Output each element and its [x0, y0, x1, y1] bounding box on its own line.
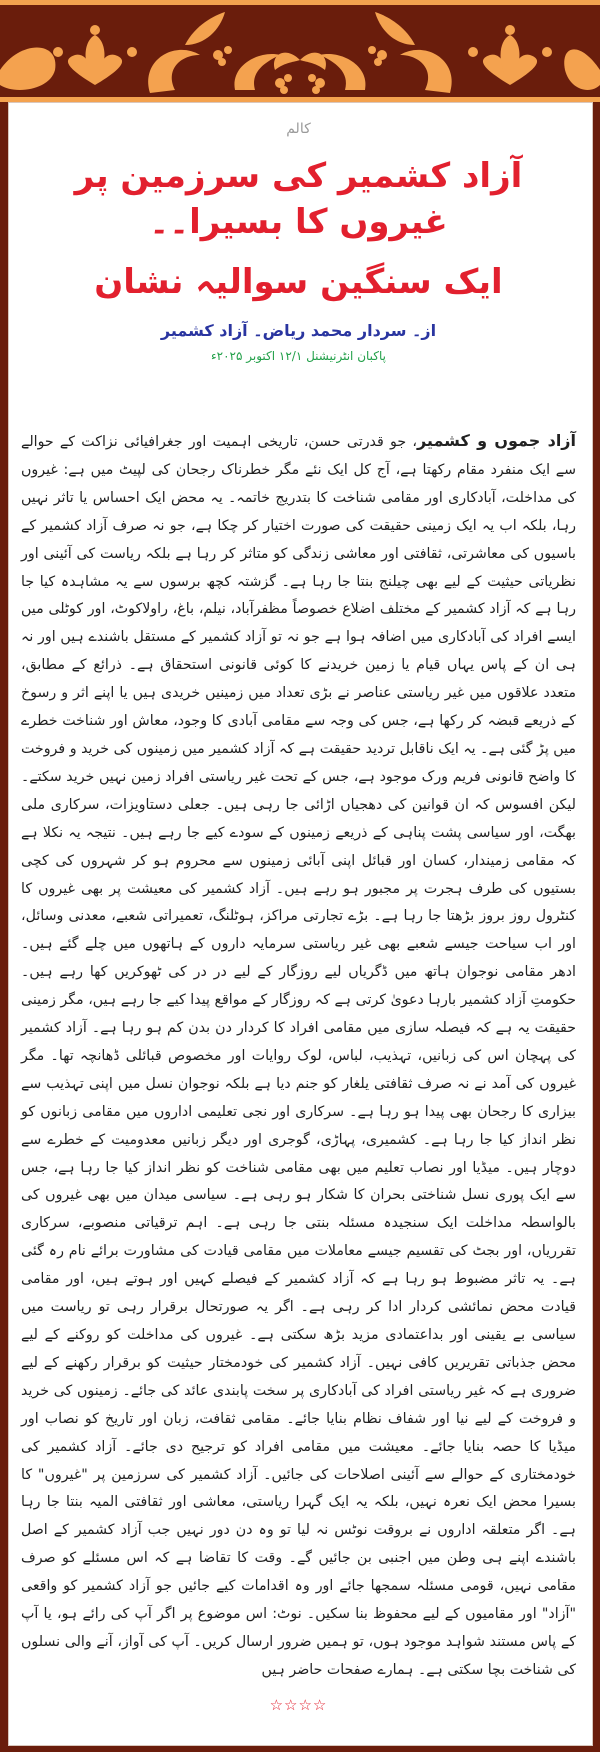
article-title: آزاد کشمیر کی سرزمین پر غیروں کا بسیرا۔۔	[74, 156, 523, 242]
end-stars-icon: ☆☆☆☆	[269, 1695, 328, 1714]
author-byline: از۔ سردار محمد ریاض۔ آزاد کشمیر	[160, 321, 437, 340]
body-paragraph: ، جو قدرتی حسن، تاریخی اہمیت اور جغرافیائی نزاکت کے حوالے سے ایک منفرد مقام رکھتا ہے، آج کل ایک نئے مگر خطرناک رجحان کی لپیٹ میں ہے: غیروں کی مداخلت، آبادکاری اور مقامی شناخت کا بتدریج خاتمہ۔ یہ محض ایک احساس یا تاثر نہیں رہا، بلکہ اب یہ ایک زمینی حقیقت کی صورت اختیار کر چکا ہے، جو نہ صرف آزاد کشمیر کے باسیوں کی معاشرتی، ثقافتی اور معاشی زندگی کو متاثر کر رہا ہے بلکہ ریاست کی آئینی اور نظریاتی حیثیت کے لیے بھی چیلنج بنتا جا رہا ہے۔ گزشتہ کچھ برسوں سے یہ مشاہدہ کیا جا رہا ہے کہ آزاد کشمیر کے مختلف اضلاع خصوصاً مظفرآباد، نیلم، باغ، راولاکوٹ، اور کوٹلی میں ایسے افراد کی آبادکاری میں اضافہ ہوا ہے جو نہ تو آزاد کشمیر کے مستقل باشندے ہیں اور نہ ہی ان کے پاس یہاں قیام یا زمین خریدنے کا کوئی قانونی استحقاق ہے۔ ذرائع کے مطابق، متعدد علاقوں میں غیر ریاستی عناصر نے بڑی تعداد میں زمینیں خریدی ہیں یا اپنے اثر و رسوخ کے ذریعے قبضہ کر رکھا ہے، جس کی وجہ سے مقامی آبادی کا وجود، معاش اور شناخت خطرے میں پڑ گئی ہے۔ یہ ایک ناقابل تردید حقیقت ہے کہ آزاد کشمیر میں زمینوں کی خرید و فروخت کا واضح قانونی فریم ورک موجود ہے، جس کے تحت غیر ریاستی افراد زمین نہیں خرید سکتے۔ لیکن افسوس کہ ان قوانین کی دھجیاں اڑائی جا رہی ہیں۔ جعلی دستاویزات، سرکاری ملی بھگت، اور سیاسی پشت پناہی کے ذریعے زمینوں کے سودے کیے جا رہے ہیں۔ نتیجہ یہ نکلا ہے کہ مقامی زمیندار، کسان اور قبائل اپنی آبائی زمینوں سے محروم ہو کر شہروں کی کچی بستیوں کی طرف ہجرت پر مجبور ہو رہے ہیں۔ آزاد کشمیر کی معیشت پر بھی غیروں کا کنٹرول روز بروز بڑھتا جا رہا ہے۔ بڑے تجارتی مراکز، ہوٹلنگ، تعمیراتی شعبے، معدنی وسائل، اور اب سیاحت جیسے شعبے بھی غیر ریاستی سرمایہ داروں کے ہاتھوں میں چلے گئے ہیں۔ ادھر مقامی نوجوان ہاتھ میں ڈگریاں لیے روزگار کے لیے در در کی ٹھوکریں کھا رہے ہیں۔ حکومتِ آزاد کشمیر بارہا دعویٰ کرتی ہے کہ روزگار کے مواقع پیدا کیے جا رہے ہیں، مگر زمینی حقیقت یہ ہے کہ فیصلہ سازی میں مقامی افراد کا کردار دن بدن کم ہو رہا ہے۔ آزاد کشمیر کی پہچان اس کی زبانیں، تہذیب، لباس، لوک روایات اور مخصوص قبائلی ڈھانچہ تھا۔ مگر غیروں کی آمد نے نہ صرف ثقافتی یلغار کو جنم دیا ہے بلکہ نوجوان نسل میں اپنی تہذیب سے بیزاری کا رجحان بھی پیدا ہو رہا ہے۔ سرکاری اور نجی تعلیمی اداروں میں مقامی زبانوں کو نظر انداز کیا جا رہا ہے۔ کشمیری، پہاڑی، گوجری اور دیگر زبانیں معدومیت کے خطرے سے دوچار ہیں۔ میڈیا اور نصاب تعلیم میں بھی مقامی شناخت کو نظر انداز کیا جا رہا ہے، جس سے ایک پوری نسل شناختی بحران کا شکار ہو رہی ہے۔ سیاسی میدان میں بھی غیروں کی بالواسطہ مداخلت ایک سنجیدہ مسئلہ بنتی جا رہی ہے۔ اہم ترقیاتی منصوبے، سرکاری تقرریاں، اور بجٹ کی تقسیم جیسے معاملات میں مقامی قیادت کی مشاورت برائے نام رہ گئی ہے۔ یہ تاثر مضبوط ہو رہا ہے کہ آزاد کشمیر کے فیصلے کہیں اور ہوتے ہیں، اور مقامی قیادت محض نمائشی کردار ادا کر رہی ہے۔ اگر یہ صورتحال برقرار رہی تو ریاست میں سیاسی بے یقینی اور بداعتمادی مزید بڑھ سکتی ہے۔ غیروں کی مداخلت کو روکنے کے لیے محض جذباتی تقریریں کافی نہیں۔ آزاد کشمیر کی خودمختار حیثیت کو برقرار رکھنے کے لیے ضروری ہے کہ غیر ریاستی افراد کی آبادکاری پر سخت پابندی عائد کی جائے۔ زمینوں کی خرید و فروخت کے لیے نیا اور شفاف نظام بنایا جائے۔ مقامی ثقافت، زبان اور تاریخ کو نصاب اور میڈیا کا حصہ بنایا جائے۔ معیشت میں مقامی افراد کو ترجیح دی جائے۔ آزاد کشمیر کی خودمختاری کے حوالے سے آئینی اصلاحات کی جائیں۔ آزاد کشمیر کی سرزمین پر "غیروں" کا بسیرا محض ایک نعرہ نہیں، بلکہ یہ ایک گہرا ریاستی، معاشی اور ثقافتی المیہ بنتا جا رہا ہے۔ اگر متعلقہ اداروں نے بروقت نوٹس نہ لیا تو وہ دن دور نہیں جب آزاد کشمیر کے اصل باشندے اپنے ہی وطن میں اجنبی بن جائیں گے۔ وقت کا تقاضا ہے کہ اس مسئلے کو صرف مقامی نہیں، قومی مسئلہ سمجھا جائے اور وہ اقدامات کیے جائیں جو آزاد کشمیر کو واقعی "آزاد" اور مقامیوں کے لیے محفوظ بنا سکیں۔ نوٹ: اس موضوع پر اگر آپ کی رائے ہو، یا آپ کے پاس مستند شواہد موجود ہوں، تو ہمیں ضرور ارسال کریں۔ آپ کی آواز، آنے والی نسلوں کی شناخت بچا سکتی ہے۔ ہمارے صفحات حاضر ہیں	[21, 434, 576, 1678]
lead-text: آزاد جموں و کشمیر	[416, 431, 576, 450]
floral-ornament-icon	[0, 5, 600, 97]
publication-date: پاکبان انٹرنیشنل ۱۲/۱ اکتوبر ۲۰۲۵ء	[210, 349, 386, 363]
ornamental-header-banner	[0, 0, 600, 102]
article-body	[21, 427, 576, 1685]
section-label: کالم	[286, 121, 311, 137]
article-page	[8, 102, 593, 1746]
article-subtitle: ایک سنگین سوالیہ نشان	[94, 262, 503, 302]
